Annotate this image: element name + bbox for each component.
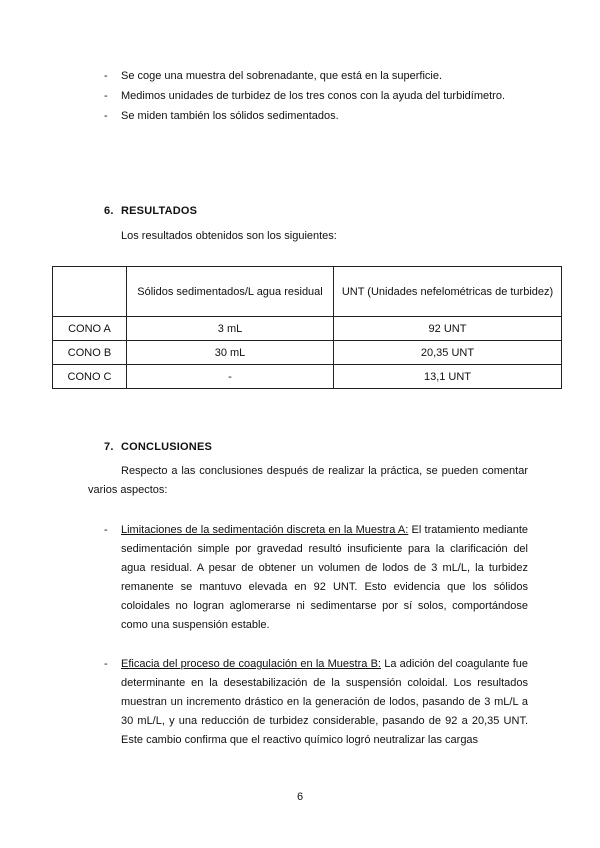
conclusions-intro-text: Respecto a las conclusiones después de realizar la práctica, se pueden comentar varios aspectos: xyxy=(88,465,528,496)
table-cell: CONO A xyxy=(53,317,127,341)
results-intro: Los resultados obtenidos son los siguientes: xyxy=(121,230,337,242)
table-cell: CONO C xyxy=(53,365,127,389)
bullet-marker: - xyxy=(104,90,108,102)
bullet-text: Medimos unidades de turbidez de los tres conos con la ayuda del turbidímetro. xyxy=(121,90,505,102)
conclusion-item xyxy=(104,655,528,750)
bullet-marker: - xyxy=(104,658,108,670)
conclusions-intro xyxy=(88,462,528,500)
table-cell: CONO B xyxy=(53,341,127,365)
conclusion-item xyxy=(104,521,528,635)
conclusion-text: La adición del coagulante fue determinante en la desestabilización de la suspensión coloidal. Los resultados muestran un incremento drástico en la generación de lodos, pasando de 3 mL/L a 30 mL/L, y una reducción de turbidez considerable, pasando de 92 a 20,35 UNT. Este cambio confirma que el reactivo químico logró neutralizar las cargas xyxy=(121,658,529,746)
table-cell: 92 UNT xyxy=(334,317,562,341)
bullet-text: Se miden también los sólidos sedimentados. xyxy=(121,110,339,122)
table-row xyxy=(53,341,562,365)
table-cell: 13,1 UNT xyxy=(334,365,562,389)
section-number: 6. xyxy=(104,205,114,217)
table-header-cell: UNT (Unidades nefelométricas de turbidez) xyxy=(334,267,562,317)
bullet-marker: - xyxy=(104,524,108,536)
table-header-cell xyxy=(53,267,127,317)
table-header-row xyxy=(53,267,562,317)
section-title: RESULTADOS xyxy=(121,205,198,217)
table-cell: 20,35 UNT xyxy=(334,341,562,365)
bullet-marker: - xyxy=(104,110,108,122)
table-cell: 3 mL xyxy=(127,317,334,341)
table-cell: 30 mL xyxy=(127,341,334,365)
section-title: CONCLUSIONES xyxy=(121,441,213,453)
conclusion-lead: Eficacia del proceso de coagulación en la Muestra B: xyxy=(121,658,381,670)
results-table xyxy=(52,266,562,389)
table-cell: - xyxy=(127,365,334,389)
page-number: 6 xyxy=(296,791,304,803)
conclusion-text: El tratamiento mediante sedimentación simple por gravedad resultó insuficiente para la clarificación del agua residual. A pesar de obtener un volumen de lodos de 3 mL/L, la turbidez remanente se mantuvo elevada en 92 UNT. Esto evidencia que los sólidos coloidales no logran aglomerarse ni sedimentarse por sí solos, comportándose como una suspensión estable. xyxy=(121,524,528,631)
section-number: 7. xyxy=(104,441,114,453)
table-header-cell: Sólidos sedimentados/L agua residual xyxy=(127,267,334,317)
bullet-text: Se coge una muestra del sobrenadante, que está en la superficie. xyxy=(121,70,443,82)
section-heading-conclusiones xyxy=(104,441,212,453)
section-heading-resultados xyxy=(104,205,197,217)
table-row xyxy=(53,365,562,389)
conclusion-lead: Limitaciones de la sedimentación discreta en la Muestra A: xyxy=(121,524,409,536)
bullet-marker: - xyxy=(104,70,108,82)
table-row xyxy=(53,317,562,341)
